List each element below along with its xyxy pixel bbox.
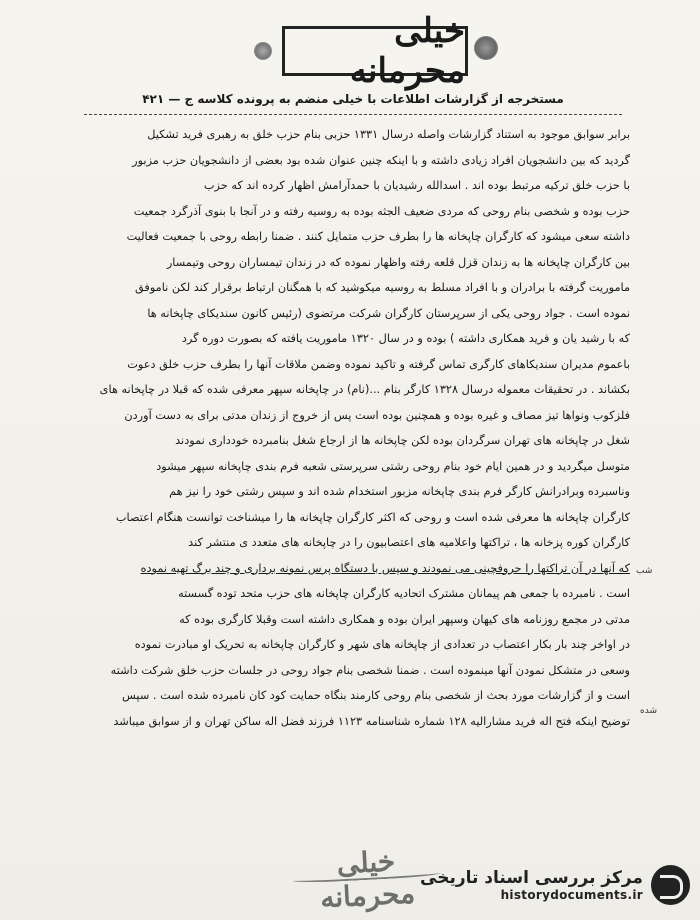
margin-note: شده bbox=[640, 706, 657, 716]
body-line: داشته سعی میشود که کارگران چاپخانه ها را بطرف حزب متمایل کنند . ضمنا رابطه روحی با جمعیت فعالیت bbox=[126, 230, 630, 243]
body-line: که با رشید یان و فرید همکاری داشته ) بوده و در سال ۱۳۲۰ ماموریت یافته که بصورت دوره گرد bbox=[181, 332, 630, 345]
document-subject-line: مستخرجه از گزارشات اطلاعات با خیلی منضم به پرونده کلاسه ج — ۴۲۱ bbox=[84, 92, 622, 115]
body-line-underlined: که آنها در آن تراکتها را حروفچینی می نمودند و سپس با دستگاه پرس نمونه برداری و چند برگ تهیه نموده bbox=[140, 561, 630, 575]
body-line: وناسبرده وبرادرانش کارگر فرم بندی چاپخانه مزبور استخدام شده اند و سپس رشتی خود را نیز هم bbox=[169, 485, 630, 498]
body-line: وسعی در متشکل نمودن آنها مینموده است . ضمنا شخصی بنام جواد روحی در جلسات حزب خلق شرکت داشته bbox=[110, 663, 630, 677]
document-body bbox=[82, 122, 630, 782]
body-line: مدتی در مجمع روزنامه های کیهان وسپهر ایران بوده و همکاری داشته است وقبلا کارگری بوده که bbox=[179, 612, 630, 626]
watermark-text bbox=[420, 868, 643, 902]
watermark bbox=[420, 858, 690, 912]
body-line: کارگران چاپخانه ها معرفی شده است و روحی که اکثر کارگران چاپخانه ها را میشناخت توانست هنگام اعتصاب bbox=[115, 510, 630, 524]
body-line: است . نامبرده با جمعی هم پیمانان مشترک اتحادیه کارگران چاپخانه های حزب متحد توده گسسته bbox=[178, 587, 630, 600]
margin-note: شب bbox=[636, 566, 653, 576]
classification-stamp-bottom: خیلی محرمانه bbox=[287, 842, 445, 886]
body-line: برابر سوابق موجود به استناد گزارشات واصله درسال ۱۳۳۱ حزبی بنام حزب خلق به رهبری فرید تشکیل bbox=[147, 128, 630, 141]
classification-stamp-top: خیلی محرمانه bbox=[282, 26, 468, 76]
body-line: است و از گزارشات مورد بحث از شخصی بنام روحی کارمند بنگاه حمایت کود کان نامبرده شده است . سپس bbox=[122, 689, 630, 702]
body-line: فلزکوب ونواها تیز مصاف و غیره بوده و همچنین بوده است پس از خروج از زندان مدتی برای به دست آوردن bbox=[124, 408, 630, 422]
body-line: توضیح اینکه فتح اله فرید مشارالیه ۱۲۸ شماره شناسنامه ۱۱۲۳ فرزند فضل اله ساکن تهران و از سوابق میباشد bbox=[113, 714, 630, 728]
body-line: شغل در چاپخانه های تهران سرگردان بوده لکن چاپخانه ها از ارجاع شغل بنامبرده خودداری نمودند bbox=[175, 434, 630, 447]
watermark-url: historydocuments.ir bbox=[500, 888, 643, 902]
body-line: با حزب خلق ترکیه مرتبط بوده اند . اسدالله رشیدیان با حمدآرامش اظهار کرده اند که حزب bbox=[203, 179, 630, 192]
body-line: بکشاند . در تحقیقات معموله درسال ۱۳۲۸ کارگر بنام ...(نام) در چاپخانه سپهر معرفی شده که قبلا در چاپخانه های bbox=[99, 383, 630, 396]
body-line: در اواخر چند بار بکار اعتصاب در تعدادی از چاپخانه های شهر و کارگران چاپخانه به تحریک او مبادرت نموده bbox=[134, 638, 630, 651]
watermark-title: مرکز بررسی اسناد تاریخی bbox=[420, 868, 643, 888]
body-line: ماموریت گرفته با برادران و با افراد مسلط به روسیه میکوشید که با همگنان ارتباط برقرار کند لکن ناموفق bbox=[135, 281, 630, 294]
body-line: بین کارگران چاپخانه ها به زندان قزل قلعه رفته واظهار نموده که در زندان تیمساران روحی وتیمسار bbox=[166, 255, 630, 269]
body-line: کارگران کوره پزخانه ها ، تراکتها واعلامیه های اعتصابیون را در چاپخانه های متعدد ی منتشر کند bbox=[188, 536, 630, 549]
hole-punch-right-icon bbox=[474, 36, 498, 60]
body-line: حزب بوده و شخصی بنام روحی که مردی ضعیف الجثه بوده به روسیه رفته و در آنجا با بنوی آذرگرد جمعیت bbox=[133, 204, 630, 218]
body-line: باعموم مدیران سندیکاهای کارگری تماس گرفته و تاکید نموده وضمن ملاقات آنها را بطرف حزب خلق دعوت bbox=[127, 357, 630, 371]
body-line: گردید که بین دانشجویان افراد زیادی داشته و با اینکه چنین عنوان شده بود بعضی از دانشجویان حزب مزبور bbox=[132, 153, 630, 167]
body-line: نموده است . جواد روحی یکی از سرپرستان کارگران شرکت مرتضوی (رئیس کانون سندیکای چاپخانه ها bbox=[147, 306, 630, 320]
hole-punch-left-icon bbox=[254, 42, 272, 60]
watermark-logo-icon bbox=[651, 865, 690, 905]
body-line: متوسل میگردید و در همین ایام خود بنام روحی رشتی سرپرستی شعبه فرم بندی چاپخانه سپهر میشود bbox=[156, 459, 630, 473]
